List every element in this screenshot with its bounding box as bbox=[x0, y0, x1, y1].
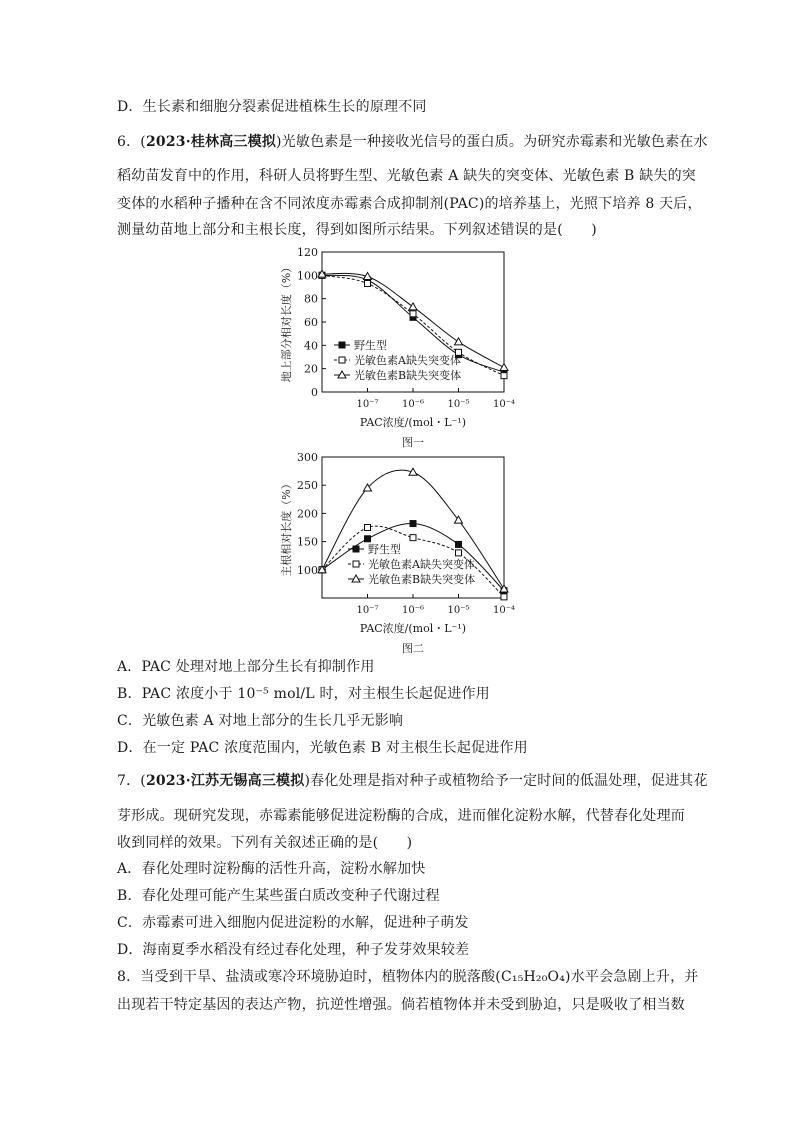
q7-stem-line-1 bbox=[117, 770, 708, 790]
q7-stem-line-3: 收到同样的效果。下列有关叙述正确的是( ) bbox=[117, 835, 413, 851]
chart-1-ylabel: 地上部分相对长度（%） bbox=[280, 261, 293, 383]
chart-2-series-0-point bbox=[456, 541, 462, 547]
chart-2-ylabel: 主根相对长度（%） bbox=[280, 478, 293, 577]
chart-2-svg bbox=[276, 448, 536, 655]
q6-stem-line-3: 变体的水稻种子播种在含不同浓度赤霉素合成抑制剂(PAC)的培养基上，光照下培养 8 天后， bbox=[117, 196, 702, 212]
chart-1-legend-marker bbox=[339, 342, 345, 348]
chart-2-legend-label: 野生型 bbox=[368, 543, 401, 556]
chart-1-legend-label: 光敏色素A缺失突变体 bbox=[354, 354, 461, 367]
chart-1-xtick-label: 10⁻⁶ bbox=[401, 399, 425, 410]
chart-1-series-1-point bbox=[365, 281, 371, 287]
chart-1-xlabel: PAC浓度/(mol・L⁻¹) bbox=[359, 416, 467, 429]
chart-1-series-2-point bbox=[409, 303, 417, 310]
chart-2-legend-marker bbox=[353, 546, 359, 552]
chart-2-legend-label: 光敏色素A缺失突变体 bbox=[368, 558, 475, 571]
chart-2-xtick-label: 10⁻⁷ bbox=[356, 605, 379, 616]
chart-1-svg bbox=[276, 240, 536, 449]
figure-1 bbox=[276, 240, 536, 449]
q7-option-a: A．春化处理时淀粉酶的活性升高，淀粉水解加快 bbox=[117, 861, 426, 877]
q6-option-d: D．在一定 PAC 浓度范围内，光敏色素 B 对主根生长起促进作用 bbox=[117, 740, 528, 756]
chart-2-series-1-point bbox=[501, 594, 507, 600]
chart-2-ytick-label: 100 bbox=[297, 563, 318, 577]
figure-2 bbox=[276, 448, 536, 655]
chart-1-series-2-point bbox=[500, 364, 508, 371]
chart-2-series-0-point bbox=[365, 536, 371, 542]
chart-2-ytick-label: 300 bbox=[297, 451, 318, 464]
chart-2-caption: 图二 bbox=[402, 642, 424, 655]
chart-2-xlabel: PAC浓度/(mol・L⁻¹) bbox=[359, 622, 467, 635]
chart-1-caption: 图一 bbox=[402, 436, 424, 449]
q7-stem-line-2: 芽形成。现研究发现，赤霉素能够促进淀粉酶的合成，进而催化淀粉水解，代替春化处理而 bbox=[117, 808, 685, 824]
chart-1-xtick-label: 10⁻⁴ bbox=[492, 399, 516, 410]
chart-2-ytick-label: 150 bbox=[297, 535, 318, 549]
q7-option-d: D．海南夏季水稻没有经过春化处理，种子发芽效果较差 bbox=[117, 942, 470, 958]
chart-2-ytick-label: 250 bbox=[297, 479, 318, 493]
chart-1-ytick-label: 120 bbox=[297, 246, 318, 259]
q6-stem-line-2: 稻幼苗发育中的作用，科研人员将野生型、光敏色素 A 缺失的突变体、光敏色素 B 缺失的突 bbox=[117, 168, 696, 184]
chart-1-ytick-label: 80 bbox=[304, 292, 318, 306]
chart-1-ytick-label: 20 bbox=[304, 362, 318, 376]
q7-option-c: C．赤霉素可进入细胞内促进淀粉的水解，促进种子萌发 bbox=[117, 915, 469, 931]
chart-2-legend-label: 光敏色素B缺失突变体 bbox=[368, 573, 476, 586]
chart-2-series-2-line bbox=[322, 470, 504, 589]
q6-stem-line-4: 测量幼苗地上部分和主根长度，得到如图所示结果。下列叙述错误的是( ) bbox=[117, 222, 597, 238]
chart-1-xtick-label: 10⁻⁵ bbox=[447, 399, 470, 410]
q5-option-d: D．生长素和细胞分裂素促进植株生长的原理不同 bbox=[117, 99, 427, 115]
chart-1-ytick-label: 0 bbox=[311, 386, 318, 399]
chart-2-xtick-label: 10⁻⁴ bbox=[492, 605, 516, 616]
q7-number: 7．( bbox=[117, 773, 146, 789]
chart-1-series-2-point bbox=[455, 338, 463, 345]
q7-source: 2023·江苏无锡高三模拟 bbox=[145, 773, 305, 789]
q7-stem-text: )春化处理是指对种子或植物给予一定时间的低温处理，促进其花 bbox=[304, 773, 708, 789]
chart-2-legend-marker bbox=[353, 561, 359, 567]
chart-1-ytick-label: 60 bbox=[304, 316, 318, 329]
chart-2-ytick-label: 200 bbox=[297, 507, 318, 521]
chart-2-series-1-point bbox=[456, 550, 462, 556]
chart-1-legend-marker bbox=[339, 357, 345, 363]
chart-1-ytick-label: 40 bbox=[304, 339, 318, 353]
q6-option-c: C．光敏色素 A 对地上部分的生长几乎无影响 bbox=[117, 713, 404, 729]
chart-2-xtick-label: 10⁻⁶ bbox=[401, 605, 425, 616]
chart-2-series-1-point bbox=[410, 535, 416, 541]
chart-2-series-1-point bbox=[365, 525, 371, 531]
q8-line-2: 出现若干特定基因的表达产物，抗逆性增强。倘若植物体并未受到胁迫，只是吸收了相当数 bbox=[117, 997, 685, 1013]
chart-1-ytick-label: 100 bbox=[297, 269, 318, 283]
q6-option-b: B．PAC 浓度小于 10⁻⁵ mol/L 时，对主根生长起促进作用 bbox=[117, 686, 490, 702]
q6-stem-text: )光敏色素是一种接收光信号的蛋白质。为研究赤霉素和光敏色素在水 bbox=[276, 134, 708, 150]
chart-1-legend-label: 野生型 bbox=[354, 339, 387, 352]
q6-number: 6．( bbox=[117, 134, 146, 150]
chart-1-legend-label: 光敏色素B缺失突变体 bbox=[354, 369, 462, 382]
q8-line-1: 8．当受到干旱、盐渍或寒冷环境胁迫时，植物体内的脱落酸(C₁₅H₂₀O₄)水平会急剧上升，并 bbox=[117, 969, 699, 985]
chart-1-series-1-point bbox=[410, 311, 416, 317]
chart-2-xtick-label: 10⁻⁵ bbox=[447, 605, 470, 616]
chart-2-series-0-point bbox=[410, 521, 416, 527]
chart-1-series-1-point bbox=[501, 373, 507, 379]
chart-1-xtick-label: 10⁻⁷ bbox=[356, 399, 379, 410]
q6-stem-line-1 bbox=[117, 131, 708, 151]
q6-source: 2023·桂林高三模拟 bbox=[145, 134, 277, 150]
q6-option-a: A．PAC 处理对地上部分生长有抑制作用 bbox=[117, 659, 375, 675]
q7-option-b: B．春化处理可能产生某些蛋白质改变种子代谢过程 bbox=[117, 888, 440, 904]
